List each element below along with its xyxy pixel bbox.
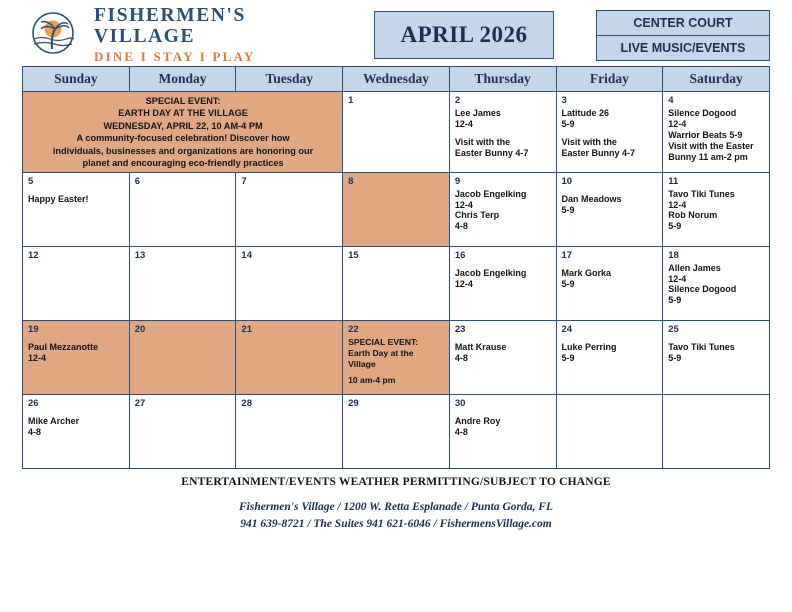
palm-tree-sunset-logo-icon [22,9,84,61]
calendar-day-11[interactable] [663,172,770,246]
calendar-day-empty-1 [556,394,663,468]
day-number: 29 [348,397,359,409]
calendar-day-18[interactable] [663,246,770,320]
event-text: Luke Perring [561,341,617,352]
event-text: 5-9 [668,295,682,306]
calendar-day-23[interactable] [449,320,556,394]
calendar-week-1 [23,92,770,173]
event-text: Rob Norum [668,210,718,221]
event-text: 5-9 [668,352,682,363]
venue-box [596,10,770,61]
calendar-day-7[interactable] [236,172,343,246]
day-number: 12 [28,249,39,261]
event-text: 12-4 [454,118,473,129]
calendar-day-27[interactable] [129,394,236,468]
calendar-day-9[interactable] [449,172,556,246]
day-number: 7 [241,175,247,187]
calendar-day-21[interactable] [236,320,343,394]
event-text: Lee James [454,108,501,118]
day-number: 3 [561,95,567,106]
day-number: 1 [348,95,354,106]
calendar-day-2[interactable] [449,92,556,173]
day-number: 30 [454,397,466,409]
event-text: Tavo Tiki Tunes [668,341,735,352]
brand-logo [22,6,352,64]
special-banner-line-3: WEDNESDAY, APRIL 22, 10 AM-4 PM [103,120,263,131]
address-block [22,499,770,534]
event-text: Paul Mezzanotte [28,341,99,352]
special-banner-line-2: EARTH DAY AT THE VILLAGE [118,108,248,119]
event-text: 12-4 [454,199,473,210]
calendar-day-1[interactable] [343,92,450,173]
event-text: 4-8 [28,426,42,437]
weekday-monday: Monday [129,67,236,92]
calendar-day-4[interactable] [663,92,770,173]
event-text: 4-8 [454,352,468,363]
special-banner-line-5: individuals, businesses and organizations are honoring our [52,145,314,156]
page-footer [22,476,770,534]
calendar-week-3 [23,246,770,320]
calendar-day-16[interactable] [449,246,556,320]
day-number: 22 [348,323,359,335]
day-number: 2 [454,95,461,106]
day-number: 11 [668,175,679,187]
weekday-saturday: Saturday [663,67,770,92]
day-number: 15 [348,249,359,261]
day-number: 27 [134,397,146,409]
weekday-header-row [23,67,770,92]
brand-text [94,6,352,64]
event-text: 12-4 [668,273,687,284]
weekday-thursday: Thursday [449,67,556,92]
calendar-day-26[interactable] [23,394,130,468]
calendar-day-22[interactable] [343,320,450,394]
calendar-day-5[interactable] [23,172,130,246]
calendar-day-10[interactable] [556,172,663,246]
day-number: 20 [134,323,146,335]
calendar-week-4 [23,320,770,394]
event-text: Jacob Engelking [454,267,527,278]
event-text: Chris Terp [454,210,500,221]
event-text: 10 am-4 pm [348,375,396,386]
disclaimer-note: ENTERTAINMENT/EVENTS WEATHER PERMITTING/SUBJECT TO CHANGE [181,475,611,488]
event-text: Warrior Beats 5-9 [668,129,743,140]
calendar-day-19[interactable] [23,320,130,394]
address-line-2: 941 639-8721 / The Suites 941 621-6046 / FishermensVillage.com [240,517,552,530]
event-text: Happy Easter! [28,193,89,204]
calendar-day-17[interactable] [556,246,663,320]
event-text: Tavo Tiki Tunes [668,188,735,199]
calendar-day-3[interactable] [556,92,663,173]
venue-line-2: LIVE MUSIC/EVENTS [597,35,769,60]
day-number: 6 [134,175,140,187]
calendar-day-20[interactable] [129,320,236,394]
event-text: 5-9 [561,118,575,129]
month-title: APRIL 2026 [400,22,528,47]
event-text: Earth Day at the [348,347,414,358]
event-text: Latitude 26 [561,108,610,118]
month-title-box [374,11,554,59]
weekday-tuesday: Tuesday [236,67,343,92]
event-text: Silence Dogood [668,108,737,118]
day-number: 26 [28,397,39,409]
event-text: Matt Krause [454,341,507,352]
event-text: 5-9 [668,221,682,232]
calendar-day-6[interactable] [129,172,236,246]
calendar-day-empty-2 [663,394,770,468]
day-number: 18 [668,249,679,261]
day-number: 16 [454,249,466,261]
event-text: Visit with the [454,136,511,147]
event-text: Dan Meadows [561,193,622,204]
event-text: SPECIAL EVENT: [348,336,419,347]
event-text: Silence Dogood [668,284,737,295]
day-number: 24 [561,323,573,335]
day-number: 17 [561,249,573,261]
event-text: 5-9 [561,204,575,215]
calendar-week-2 [23,172,770,246]
event-text: 4-8 [454,426,468,437]
special-banner-line-6: planet and encouraging eco-friendly practices [82,158,284,169]
weekday-wednesday: Wednesday [343,67,450,92]
day-number: 28 [241,397,252,409]
event-text: 12-4 [668,199,687,210]
event-text: Allen James [668,262,721,273]
day-number: 9 [454,175,461,187]
address-line-1: Fishermen's Village / 1200 W. Retta Esplanade / Punta Gorda, FL [239,500,553,513]
calendar-table [22,66,770,469]
day-number: 5 [28,175,34,187]
event-text: 12-4 [28,352,47,363]
weekday-sunday: Sunday [23,67,130,92]
event-text: Andre Roy [454,415,501,426]
special-event-banner [23,92,343,173]
event-text: Bunny 11 am-2 pm [668,151,748,162]
special-banner-line-1: SPECIAL EVENT: [145,96,221,106]
special-banner-line-4: A community-focused celebration! Discover how [76,133,290,144]
event-text: 5-9 [561,278,575,289]
day-number: 10 [561,175,573,187]
event-text: Easter Bunny 4-7 [561,147,636,158]
event-text: 5-9 [561,352,575,363]
calendar-day-12[interactable] [23,246,130,320]
calendar-day-25[interactable] [663,320,770,394]
event-text: 12-4 [454,278,473,289]
calendar-day-28[interactable] [236,394,343,468]
event-text: Mark Gorka [561,267,612,278]
calendar-day-14[interactable] [236,246,343,320]
event-text: Visit with the Easter [668,140,754,151]
calendar-day-24[interactable] [556,320,663,394]
calendar-week-5 [23,394,770,468]
weekday-friday: Friday [556,67,663,92]
calendar-day-15[interactable] [343,246,450,320]
event-text: 4-8 [454,221,468,232]
day-number: 8 [348,175,354,187]
day-number: 13 [134,249,146,261]
day-number: 4 [668,95,674,106]
event-text: Easter Bunny 4-7 [454,147,529,158]
day-number: 19 [28,323,39,335]
day-number: 14 [241,249,252,261]
calendar-day-8[interactable] [343,172,450,246]
brand-title: FISHERMEN'S VILLAGE [94,5,246,47]
day-number: 21 [241,323,252,335]
event-text: Jacob Engelking [454,188,527,199]
calendar-day-29[interactable] [343,394,450,468]
calendar-day-30[interactable] [449,394,556,468]
page-header [0,0,792,65]
event-text: Mike Archer [28,415,80,426]
calendar-day-13[interactable] [129,246,236,320]
event-text: 12-4 [668,118,687,129]
brand-tagline: DINE I STAY I PLAY [94,49,256,65]
event-text: Village [348,358,376,369]
day-number: 23 [454,323,466,335]
venue-line-1: CENTER COURT [633,15,733,30]
day-number: 25 [668,323,679,335]
event-text: Visit with the [561,136,617,147]
